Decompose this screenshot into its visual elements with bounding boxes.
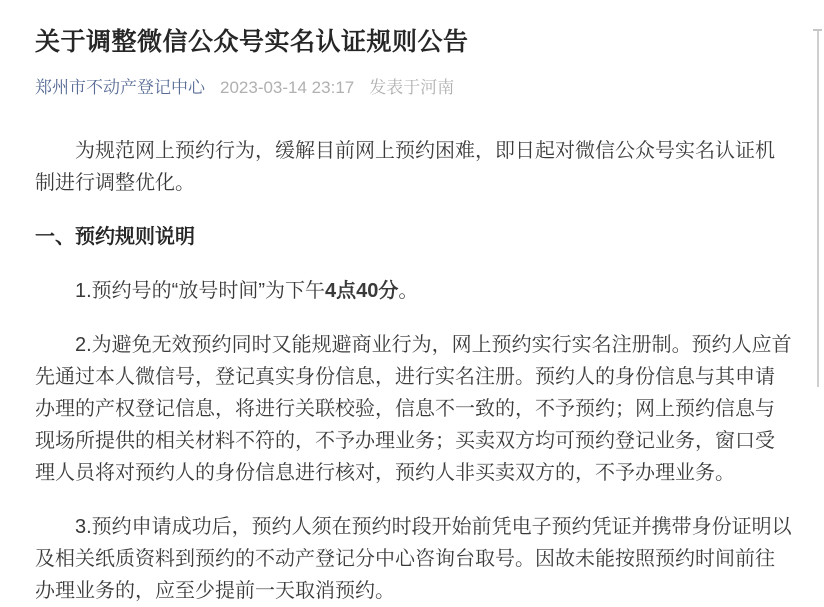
- rule-1-text: 1.预约号的“放号时间”为下午: [75, 280, 325, 302]
- publish-time: 2023-03-14 23:17: [220, 78, 355, 97]
- publish-location: 发表于河南: [369, 78, 455, 97]
- scrollbar-thumb-cap: [813, 29, 822, 31]
- rule-paragraph-2: [35, 329, 793, 489]
- rule-3-text: 3.预约申请成功后，预约人须在预约时段开始前凭电子预约凭证并携带身份证明以及相关纸质资料到预约的不动产登记分中心咨询台取号。因故未能按照预约时间前往办理业务的，应至少提前一天取消预约。: [35, 516, 792, 602]
- account-name-link[interactable]: 郑州市不动产登记中心: [35, 78, 205, 97]
- byline: [35, 77, 795, 99]
- page-title: 关于调整微信公众号实名认证规则公告: [35, 28, 469, 56]
- article-body: [35, 135, 793, 607]
- intro-paragraph: 为规范网上预约行为，缓解目前网上预约困难，即日起对微信公众号实名认证机制进行调整优化。: [35, 140, 775, 194]
- rule-2-text: 2.为避免无效预约同时又能规避商业行为，网上预约实行实名注册制。预约人应首先通过本人微信号，登记真实身份信息，进行实名注册。预约人的身份信息与其申请办理的产权登记信息，将进行关联校验，信息不一致的，不予预约；网上预约信息与现场所提供的相关材料不符的，不予办理业务；买卖双方均可预约登记业务，窗口受理人员将对预约人的身份信息进行核对，预约人非买卖双方的，不予办理业务。: [35, 334, 792, 484]
- rule-paragraph-1: [35, 275, 793, 307]
- scrollbar-thumb[interactable]: [817, 31, 819, 387]
- rule-1-bold-text: 4点40分: [325, 280, 399, 302]
- rule-1-text-after: 。: [398, 280, 419, 302]
- rule-paragraph-3: [35, 511, 793, 607]
- section-heading: 一、预约规则说明: [35, 226, 195, 248]
